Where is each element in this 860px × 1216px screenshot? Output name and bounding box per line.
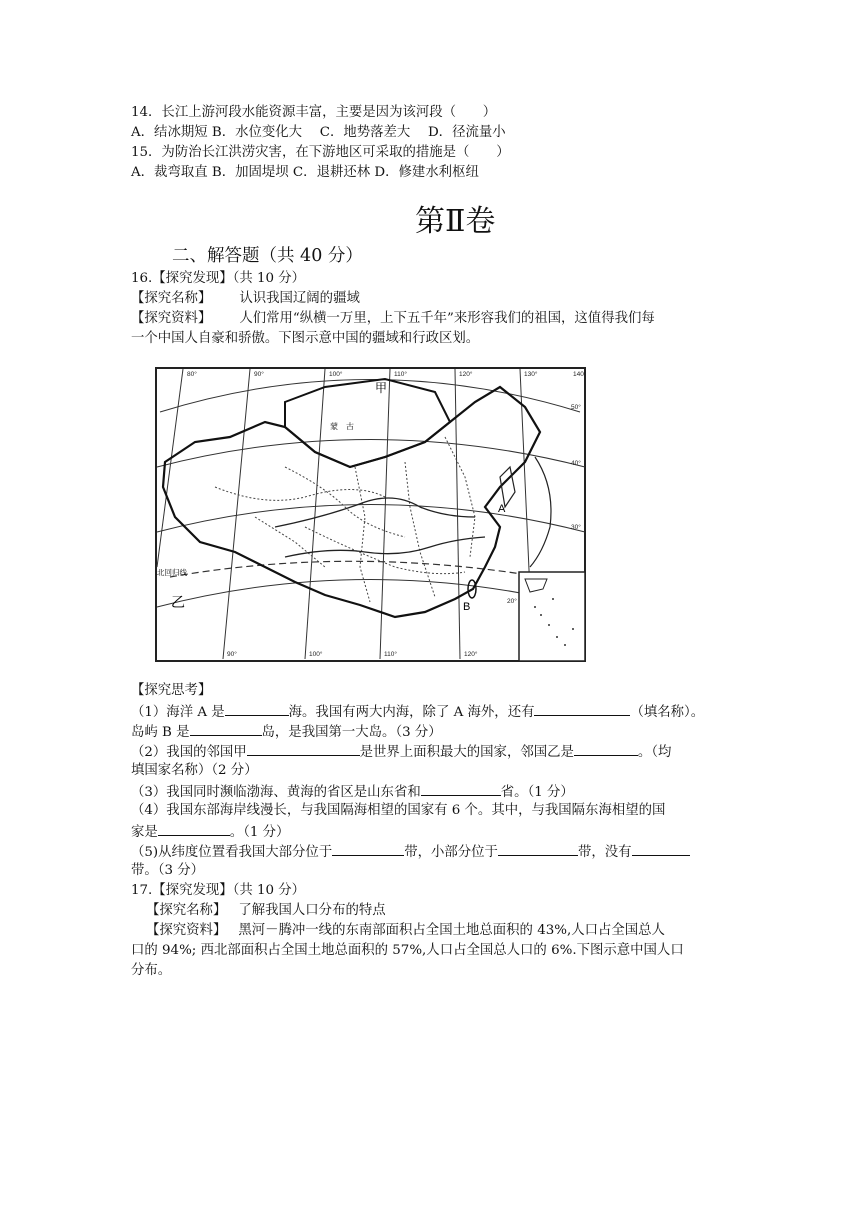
- q16-p2-text: 。（均: [637, 745, 672, 760]
- lat-label: 50°: [571, 404, 581, 411]
- answer-blank-inland-sea[interactable]: [534, 702, 630, 716]
- answer-blank-zone-major[interactable]: [332, 842, 404, 856]
- q16-part2-line1: [131, 742, 671, 762]
- label-b: B: [463, 601, 471, 613]
- question-15-options: A．裁弯取直 B．加固堤坝 C．退耕还林 D．修建水利枢纽: [131, 165, 479, 180]
- q16-part3: [131, 782, 574, 802]
- answer-blank-neighbor-jia[interactable]: [247, 742, 360, 756]
- label-a: A: [498, 503, 506, 515]
- label-jia: 甲: [375, 381, 388, 395]
- q16-p5-text: 带，没有: [577, 845, 632, 860]
- label-mongolia: 蒙 古: [330, 422, 354, 431]
- lon-label: 100°: [309, 651, 323, 658]
- question-17-name-row: [146, 902, 386, 920]
- name-text: 了解我国人口分布的特点: [238, 903, 386, 918]
- q16-part5-line2: 带。（3 分）: [131, 863, 205, 878]
- south-china-sea-inset: [519, 572, 585, 661]
- question-17-material-row: [146, 922, 665, 940]
- q16-part1-line2: [131, 722, 442, 742]
- lon-label: 130°: [524, 371, 538, 378]
- q16-p1-text: 岛屿 B 是: [131, 725, 190, 740]
- q16-p4-text: 家是: [131, 825, 158, 840]
- label-yi: 乙: [171, 596, 185, 611]
- q16-p1-text: 岛，是我国第一大岛。（3 分）: [261, 725, 442, 740]
- answer-blank-island-b[interactable]: [190, 722, 262, 736]
- q16-p1-text: （填名称）。: [630, 705, 705, 720]
- q16-part4-line1: （4）我国东部海岸线漫长，与我国隔海相望的国家有 6 个。其中，与我国隔东海相望的国: [131, 803, 666, 818]
- name-text: 认识我国辽阔的疆域: [239, 291, 360, 306]
- lon-label: 120°: [464, 651, 478, 658]
- name-label: 【探究名称】: [146, 903, 227, 918]
- q16-part4-line2: [131, 822, 289, 842]
- q16-p5-text: 带，小部分位于: [404, 845, 498, 860]
- material-text-1: 黑河－腾冲一线的东南部面积占全国土地总面积的 43%,人口占全国总人: [238, 923, 665, 938]
- q16-p2-text: （2）我国的邻国甲: [131, 745, 247, 760]
- lat-label: 40°: [571, 460, 581, 467]
- q16-p2-text: 是世界上面积最大的国家，邻国乙是: [359, 745, 574, 760]
- china-territory-map: [155, 367, 586, 662]
- material-label: 【探究资料】: [131, 311, 212, 326]
- lon-label: 100°: [329, 371, 343, 378]
- lon-label: 140°: [573, 371, 586, 378]
- section-title: 第Ⅱ卷: [415, 204, 496, 239]
- think-label: 【探究思考】: [131, 683, 212, 698]
- answer-blank-province[interactable]: [421, 782, 501, 796]
- lat-label: 30°: [571, 524, 581, 531]
- part-title: 二、解答题（共 40 分）: [172, 246, 363, 266]
- material-text-2: 口的 94%; 西北部面积占全国土地总面积的 57%,人口占全国总人口的 6%.下图示意中国人口: [131, 943, 684, 958]
- q16-part5-line1: [131, 842, 690, 862]
- question-15-stem: 15．为防治长江洪涝灾害，在下游地区可采取的措施是（ ）: [131, 145, 510, 160]
- question-16-name-row: [131, 290, 360, 308]
- answer-blank-east-sea-country[interactable]: [158, 822, 230, 836]
- question-17-heading: 17.【探究发现】（共 10 分）: [131, 883, 306, 898]
- q16-p3-text: （3）我国同时濒临渤海、黄海的省区是山东省和: [131, 785, 421, 800]
- q16-p5-text: （5)从纬度位置看我国大部分位于: [131, 845, 333, 860]
- material-text-1: 人们常用“纵横一万里，上下五千年”来形容我们的祖国，这值得我们每: [239, 311, 655, 326]
- q16-p3-text: 省。（1 分）: [500, 785, 574, 800]
- lon-label: 110°: [394, 371, 407, 378]
- question-16-material-row: [131, 310, 655, 328]
- name-label: 【探究名称】: [131, 291, 212, 306]
- lat-label: 20°: [507, 598, 517, 605]
- question-14-options: A．结冰期短 B．水位变化大 C．地势落差大 D．径流量小: [131, 125, 506, 140]
- question-16-heading: 16.【探究发现】（共 10 分）: [131, 271, 306, 286]
- material-label: 【探究资料】: [146, 923, 227, 938]
- q16-p4-text: 。（1 分）: [229, 825, 290, 840]
- lon-label: 120°: [459, 371, 473, 378]
- lon-label: 110°: [384, 651, 397, 658]
- material-text-3: 分布。: [131, 963, 172, 978]
- answer-blank-zone-none[interactable]: [632, 842, 690, 856]
- q16-part2-line2: 填国家名称）（2 分）: [131, 763, 258, 778]
- lon-label: 80°: [187, 371, 197, 378]
- label-tropic: 北回归线: [157, 568, 187, 577]
- question-14-stem: 14．长江上游河段水能资源丰富，主要是因为该河段（ ）: [131, 105, 497, 120]
- lon-label: 90°: [227, 651, 237, 658]
- q16-p1-text: （1）海洋 A 是: [131, 705, 225, 720]
- answer-blank-zone-minor[interactable]: [498, 842, 578, 856]
- answer-blank-neighbor-yi[interactable]: [574, 742, 638, 756]
- material-text-2: 一个中国人自豪和骄傲。下图示意中国的疆域和行政区划。: [131, 331, 480, 346]
- answer-blank-sea-a[interactable]: [225, 702, 289, 716]
- q16-part1-line1: [131, 702, 704, 722]
- lon-label: 90°: [254, 371, 264, 378]
- q16-p1-text: 海。我国有两大内海，除了 A 海外，还有: [288, 705, 535, 720]
